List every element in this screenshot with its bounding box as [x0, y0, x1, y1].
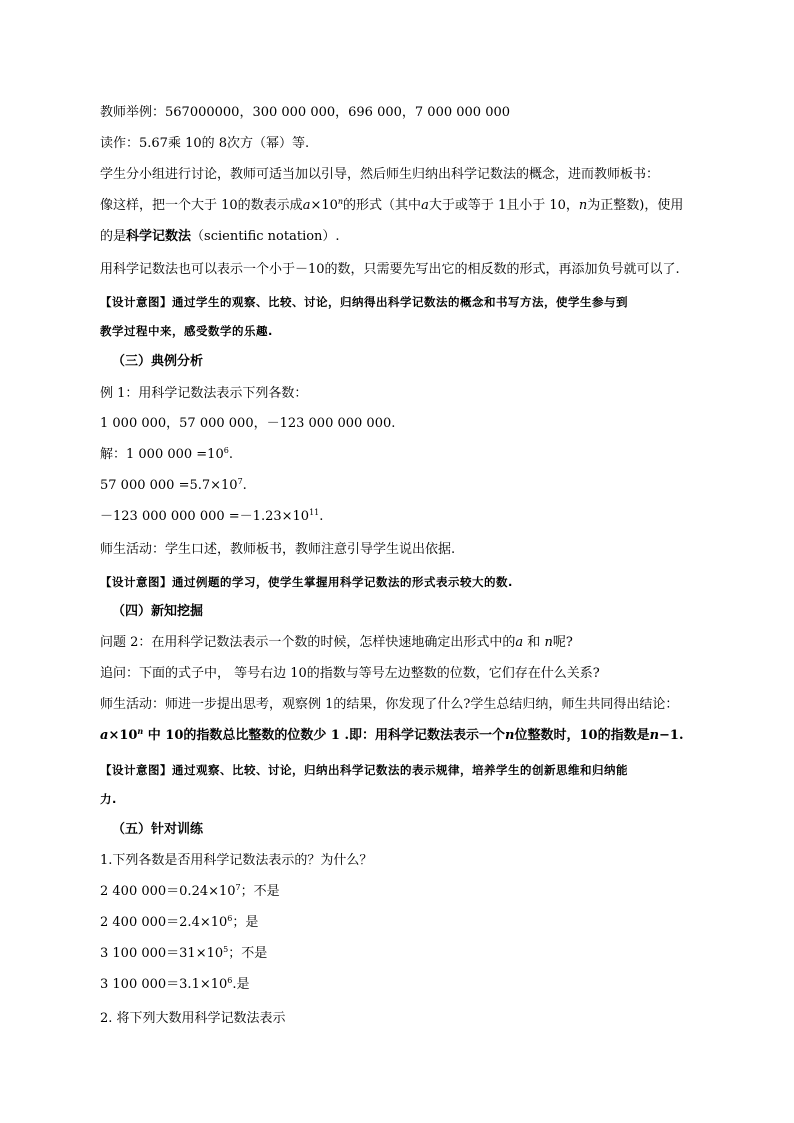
solution-2-text: 57 000 000 =5.7×10 [100, 478, 238, 493]
conclusion-exponent-n: n [137, 726, 144, 736]
solution-line-3 [100, 508, 323, 526]
definition-text-3: 大于或等于 1且小于 10， [428, 198, 579, 213]
definition-line-1 [100, 197, 683, 215]
conclusion-times-ten: ×10 [108, 728, 138, 743]
exercise-1-prompt: 1.下列各数是否用科学记数法表示的？为什么？ [100, 853, 373, 868]
item-3-expr: 3 100 000＝31×10 [100, 946, 224, 961]
definition-var-n: n [578, 198, 588, 213]
discussion-line: 学生分小组进行讨论，教师可适当加以引导，然后师生归纳出科学记数法的概念，进而教师板书： [100, 167, 660, 182]
conclusion-var-a: a [100, 728, 109, 743]
follow-up-question: 追问：下面的式子中， 等号右边 10的指数与等号左边整数的位数，它们存在什么关系? [100, 666, 600, 681]
definition-text-5: 的是 [100, 229, 127, 244]
definition-var-a-2: a [421, 198, 429, 213]
solution-3-end: . [319, 509, 324, 524]
conclusion-text-2: 位整数时，10的指数是 [514, 728, 650, 743]
conclusion-text-3: −1. [659, 728, 684, 743]
design-intent-2: 【设计意图】通过例题的学习，使学生掌握用科学记数法的形式表示较大的数. [100, 575, 513, 589]
definition-text-4: 为正整数)，使用 [587, 198, 684, 213]
item-2-expr: 2 400 000＝2.4×10 [100, 915, 228, 930]
conclusion-text-1: 中 10的指数总比整数的位数少 1 .即：用科学记数法表示一个 [143, 728, 506, 743]
exercise-1-item-1 [100, 883, 280, 901]
scientific-notation-term: 科学记数法 [126, 229, 192, 244]
design-intent-1b: 教学过程中来，感受数学的乐趣. [100, 324, 273, 338]
conclusion-var-n-2: n [649, 728, 660, 743]
exercise-1-item-4 [100, 976, 250, 994]
solution-3-exponent: 11 [309, 508, 320, 517]
item-2-answer: ；是 [232, 915, 259, 930]
item-1-answer: ；不是 [240, 884, 280, 899]
solution-3-text: －123 000 000 000 =－1.23×10 [100, 509, 310, 524]
conclusion-line [100, 727, 684, 745]
definition-var-a: a [302, 198, 311, 213]
design-intent-1a: 【设计意图】通过学生的观察、比较、讨论，归纳得出科学记数法的概念和书写方法，使学生参与到 [100, 295, 628, 309]
conclusion-var-n: n [505, 728, 515, 743]
question-2-line [100, 634, 573, 652]
definition-text-6: （scientific notation）. [191, 229, 340, 244]
solution-line-1 [100, 446, 233, 464]
exercise-2-prompt: 2. 将下列大数用科学记数法表示 [100, 1011, 286, 1026]
section-heading-3: （三）典例分析 [112, 354, 204, 369]
item-2-exponent: 6 [227, 914, 233, 923]
activity-line-2: 师生活动：师进一步提出思考，观察例 1的结果，你发现了什么?学生总结归纳，师生共同得出结论： [100, 697, 679, 712]
item-1-exponent: 7 [235, 883, 241, 892]
section-heading-5: （五）针对训练 [112, 822, 204, 837]
item-4-exponent: 6 [227, 976, 233, 985]
negative-number-line: 用科学记数法也可以表示一个小于－10的数，只需要先写出它的相反数的形式，再添加负号就可以了. [100, 262, 680, 277]
question-2-var-a: a [515, 635, 524, 650]
question-2-and: 和 [523, 635, 545, 650]
teacher-examples-line: 教师举例：567000000，300 000 000，696 000，7 000 000 000 [100, 105, 511, 120]
question-2-end: 呢? [552, 635, 573, 650]
reading-line: 读作：5.67乘 10的 8次方（幂）等. [100, 136, 310, 151]
activity-line-1: 师生活动：学生口述，教师板书，教师注意引导学生说出依据. [100, 542, 456, 557]
exercise-1-item-2 [100, 914, 258, 932]
solution-1-text: 解：1 000 000 =10 [100, 447, 224, 462]
definition-exponent-n: n [337, 197, 344, 206]
item-3-exponent: 5 [223, 945, 229, 954]
definition-line-2 [100, 228, 340, 246]
section-heading-4: （四）新知挖掘 [112, 604, 204, 619]
item-3-answer: ；不是 [228, 946, 268, 961]
definition-times-ten: ×10 [310, 198, 338, 213]
design-intent-3a: 【设计意图】通过观察、比较、讨论，归纳出科学记数法的表示规律，培养学生的创新思维和归纳能 [100, 763, 628, 777]
solution-1-end: . [228, 447, 233, 462]
design-intent-3b: 力. [100, 792, 117, 806]
solution-2-exponent: 7 [237, 477, 243, 486]
solution-1-exponent: 6 [223, 446, 229, 455]
definition-text-1: 像这样，把一个大于 10的数表示成 [100, 198, 303, 213]
solution-line-2 [100, 477, 247, 495]
definition-text-2: 的形式（其中 [343, 198, 422, 213]
example-1-numbers: 1 000 000，57 000 000，－123 000 000 000. [100, 416, 396, 431]
item-4-expr: 3 100 000＝3.1×10 [100, 977, 228, 992]
exercise-1-item-3 [100, 945, 267, 963]
example-1-line: 例 1：用科学记数法表示下列各数： [100, 386, 308, 401]
question-2-text: 问题 2：在用科学记数法表示一个数的时候，怎样快速地确定出形式中的 [100, 635, 516, 650]
item-1-expr: 2 400 000＝0.24×10 [100, 884, 236, 899]
solution-2-end: . [242, 478, 247, 493]
question-2-var-n: n [544, 635, 553, 650]
item-4-answer: .是 [232, 977, 250, 992]
